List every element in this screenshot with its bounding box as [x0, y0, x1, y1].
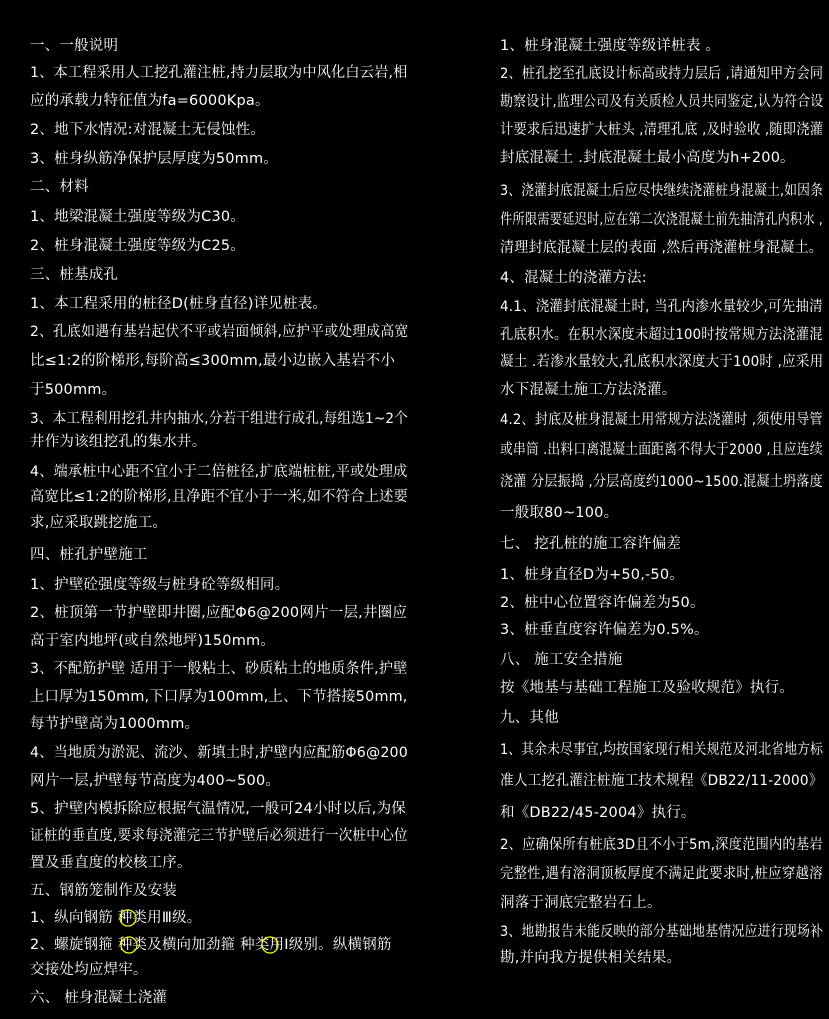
text-line: 1、桩身混凝土强度等级详桩表 。 — [500, 38, 721, 54]
text-line: 和《DB22/45-2004》执行。 — [500, 805, 696, 821]
circle-mark-icon — [120, 910, 136, 926]
text-line: 勘察设计,监理公司及有关质检人员共同鉴定,认为符合设 — [500, 94, 824, 110]
text-line: 洞落于洞底完整岩石上。 — [500, 895, 662, 911]
text-line: 4.1、浇灌封底混凝土时, 当孔内渗水量较少,可先抽清 — [500, 299, 823, 315]
text-line: 4.2、封底及桩身混凝土用常规方法浇灌时 ,须使用导管 — [500, 412, 823, 428]
text-line: 高于室内地坪(或自然地坪)150mm。 — [30, 633, 276, 649]
circle-marks — [0, 0, 414, 1019]
text-line: 井作为该组挖孔的集水井。 — [30, 434, 207, 450]
text-line: 按《地基与基础工程施工及验收规范》执行。 — [500, 680, 794, 696]
text-line: 1、桩身直径D为+50,-50。 — [500, 567, 684, 583]
text-line: 3、不配筋护壁 适用于一般粘土、砂质粘土的地质条件,护壁 — [30, 661, 408, 677]
text-line: 3、桩身纵筋净保护层厚度为50mm。 — [30, 151, 279, 167]
text-line: 清理封底混凝土层的表面 ,然后再浇灌桩身混凝土。 — [500, 240, 824, 256]
text-line: 3、桩垂直度容许偏差为0.5%。 — [500, 622, 709, 638]
text-line: 2、桩身混凝土强度等级为C25。 — [30, 238, 245, 254]
text-line: 网片一层,护壁每节高度为400~500。 — [30, 773, 281, 789]
text-line: 2、孔底如遇有基岩起伏不平或岩面倾斜,应护平或处理成高宽 — [30, 324, 409, 340]
heading-concrete-pouring: 六、 桩身混凝土浇灌 — [30, 990, 168, 1006]
heading-pile-boring: 三、桩基成孔 — [30, 267, 119, 283]
text-line: 2、螺旋钢箍 种类及横向加劲箍 种类用I级别。纵横钢筋 — [30, 937, 392, 953]
text-line: 一般取80~100。 — [500, 505, 619, 521]
text-line: 件所限需要延迟时,应在第二次浇混凝土前先抽清孔内积水 , — [500, 212, 823, 228]
heading-tolerance: 七、 挖孔桩的施工容许偏差 — [500, 536, 682, 552]
text-line: 或串筒 .出料口离混凝土面距离不得大于2000 ,且应连续 — [500, 442, 823, 458]
circle-mark-icon — [262, 937, 278, 953]
heading-other: 九、其他 — [500, 710, 559, 726]
text-line: 每节护壁高为1000mm。 — [30, 716, 200, 732]
circle-mark-icon — [121, 937, 137, 953]
heading-pouring-method: 4、混凝土的浇灌方法: — [500, 270, 647, 286]
text-line: 1、纵向钢筋 种类用Ⅲ级。 — [30, 910, 202, 926]
text-line: 3、地勘报告未能反映的部分基础地基情况应进行现场补 — [500, 924, 824, 940]
text-line: 1、其余未尽事宜,均按国家现行相关规范及河北省地方标 — [500, 742, 824, 758]
text-line: 1、本工程采用的桩径D(桩身直径)详见桩表。 — [30, 296, 328, 312]
text-line: 证桩的垂直度,要求每浇灌完三节护壁后必须进行一次桩中心位 — [30, 828, 408, 844]
text-line: 1、护壁砼强度等级与桩身砼等级相同。 — [30, 577, 290, 593]
text-line: 2、应确保所有桩底3D且不小于5m,深度范围内的基岩 — [500, 837, 823, 853]
text-line: 3、浇灌封底混凝土后应尽快继续浇灌桩身混凝土,如因条 — [500, 183, 824, 199]
text-line: 完整性,遇有溶洞顶板厚度不满足此要求时,桩应穿越溶 — [500, 866, 823, 882]
text-line: 2、地下水情况:对混凝土无侵蚀性。 — [30, 122, 266, 138]
text-line: 2、桩顶第一节护壁即井圈,应配Φ6@200网片一层,井圈应 — [30, 605, 408, 621]
text-line: 封底混凝土 .封底混凝土最小高度为h+200。 — [500, 150, 795, 166]
heading-wall-protection: 四、桩孔护壁施工 — [30, 547, 148, 563]
text-line: 1、本工程采用人工挖孔灌注桩,持力层取为中风化白云岩,相 — [30, 65, 408, 81]
text-line: 高宽比≤1:2的阶梯形,且净距不宜小于一米,如不符合上述要 — [30, 489, 409, 505]
text-line: 2、桩孔挖至孔底设计标高或持力层后 ,请通知甲方会同 — [500, 66, 824, 82]
text-line: 比≤1:2的阶梯形,每阶高≤300mm,最小边嵌入基岩不小 — [30, 353, 396, 369]
text-line: 2、桩中心位置容许偏差为50。 — [500, 595, 705, 611]
text-line: 置及垂直度的校核工序。 — [30, 855, 192, 871]
text-line: 4、端承桩中心距不宜小于二倍桩径,扩底端桩桩,平或处理成 — [30, 464, 408, 480]
heading-safety: 八、 施工安全措施 — [500, 652, 623, 668]
text-line: 于500mm。 — [30, 382, 117, 398]
heading-materials: 二、材料 — [30, 179, 89, 195]
heading-general: 一、一般说明 — [30, 38, 119, 54]
text-line: 勘,并向我方提供相关结果。 — [500, 950, 682, 966]
text-line: 凝土 .若渗水量较大,孔底积水深度大于100时 ,应采用 — [500, 354, 824, 370]
text-line: 交接处均应焊牢。 — [30, 962, 148, 978]
text-line: 1、地梁混凝土强度等级为C30。 — [30, 209, 245, 225]
text-line: 4、当地质为淤泥、流沙、新填土时,护壁内应配筋Φ6@200 — [30, 745, 408, 761]
text-line: 求,应采取跳挖施工。 — [30, 515, 168, 531]
text-line: 准人工挖孔灌注桩施工技术规程《DB22/11-2000》 — [500, 773, 823, 789]
text-line: 3、本工程利用挖孔井内抽水,分若干组进行成孔,每组选1~2个 — [30, 411, 409, 427]
text-line: 上口厚为150mm,下口厚为100mm,上、下节搭接50mm, — [30, 689, 408, 705]
text-line: 5、护壁内模拆除应根据气温情况,一般可24小时以后,为保 — [30, 801, 406, 817]
text-line: 浇灌 分层振捣 ,分层高度约1000~1500.混凝土坍落度 — [500, 474, 823, 490]
text-line: 应的承载力特征值为fa=6000Kpa。 — [30, 93, 270, 109]
text-line: 计要求后迅速扩大桩头 ,清理孔底 ,及时验收 ,随即浇灌 — [500, 122, 824, 138]
text-line: 水下混凝土施工方法浇灌。 — [500, 382, 677, 398]
heading-rebar-cage: 五、钢筋笼制作及安装 — [30, 883, 177, 899]
text-line: 孔底积水。在积水深度未超过100时按常规方法浇灌混 — [500, 327, 823, 343]
